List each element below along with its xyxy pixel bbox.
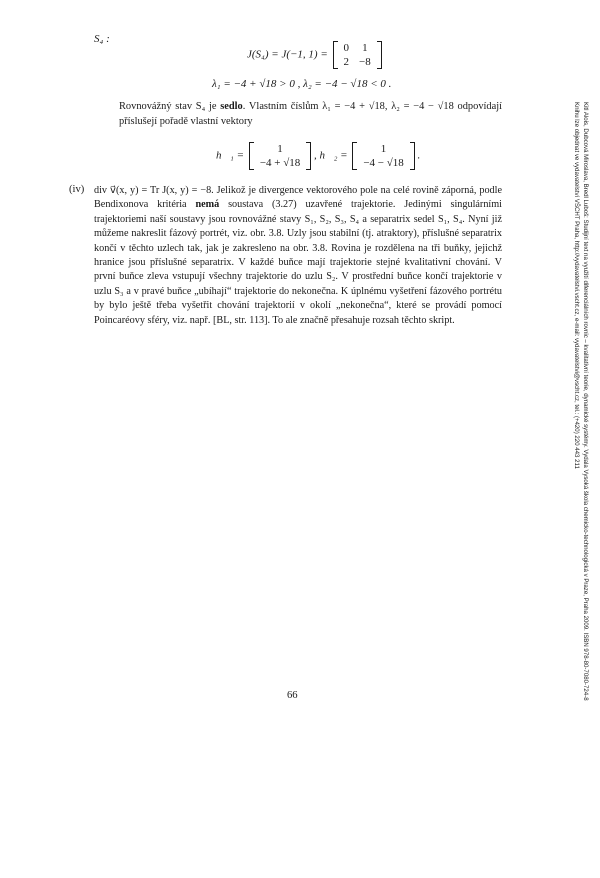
side-note-line-2: Knihu lze objednat ve vydavatelství VŠCHT Praha, http://vydavatelstvi.vscht.cz, e-mail: vydavatelstvi@vscht.cz, tel.: (+420) 220 443 211	[573, 102, 580, 469]
item-iv-text-1: div v⃗(x, y) = Tr J(x, y) = −8. Jelikož je divergence vektorového pole na celé rovině záporná, podle Bendixonova kritéria	[94, 185, 502, 211]
jacobian-equation	[247, 41, 382, 69]
h1-label: h⃗₁ =	[216, 149, 245, 162]
item-iv-paragraph	[94, 184, 502, 328]
h2-vector	[352, 142, 414, 170]
matrix-cell: 1	[362, 42, 368, 54]
vector-end: .	[417, 149, 421, 162]
matrix-cell: −8	[359, 56, 371, 68]
vector-cell: 1	[380, 143, 387, 155]
saddle-bold: sedlo	[220, 101, 243, 112]
h2-label: h⃗₂ =	[319, 149, 348, 162]
h1-vector	[249, 142, 311, 170]
jacobian-matrix	[333, 41, 382, 69]
matrix-cell: 0	[343, 42, 350, 54]
eigenvectors-equation	[216, 142, 420, 170]
jacobian-lhs: J(S₄) = J(−1, 1) =	[247, 48, 328, 61]
saddle-text-1: Rovnovážný stav S₄ je	[119, 101, 221, 112]
matrix-cell: 2	[343, 56, 350, 68]
vector-cell: −4 − √18	[363, 157, 404, 169]
section-label-s4: S₄ :	[94, 33, 110, 45]
item-iv-marker: (iv)	[69, 184, 85, 195]
eigenvalues-equation: λ₁ = −4 + √18 > 0 , λ₂ = −4 − √18 < 0 .	[212, 78, 392, 90]
item-iv-text-2: soustava (3.27) uzavřené trajektorie. Jedinými singulárními trajektoriemi naší soustavy jsou rovnovážné stavy S₁, S₂, S₃, S₄ a separatrix sedel S₁, S₄. Nyní již můžeme nakreslit fázový portrét, viz. obr. 3.8. Uzly jsou stabilní (tj. atraktory), příslušné separatrix končí v těchto uzlech tak, jak je zakresleno na obr. 3.8. Rovina je rozdělena na tři buňky, jejichž hranice jsou příslušné separatrix. V každé buňce mají trajektorie stejné kvalitativní chování. V první buňce zleva vstupují všechny trajektorie do uzlu S₂. V prostřední buňce končí trajektorie v uzlu S₃ a v pravé buňce „ubíhají“ trajektorie do nekonečna. K úplnému vyšetření fázového portrétu by bylo ještě třeba vyšetřit chování trajektorií v okolí „nekonečna“, které se provádí pomocí Poincaréovy sféry, viz. např. [BL, str. 113]. To ale značně přesahuje rozsah těchto skript.	[94, 199, 502, 326]
side-copyright-note	[550, 102, 590, 878]
vector-separator: ,	[314, 149, 320, 162]
side-note-line-1: Kitl Alois, Dubcová Miroslava, Bredl Luboš: Studijní text na využití diferenciálních rovnic – kvalitativní teorie, dynamické systémy. Vydala Vysoká škola chemicko-technologická v Praze, Praha 2009. ISBN 978-80-7080-724-8	[582, 102, 589, 701]
item-iv-bold: nemá	[195, 199, 220, 211]
vector-cell: −4 + √18	[259, 157, 301, 169]
vector-cell: 1	[277, 143, 283, 155]
saddle-text-2: . Vlastním číslům λ₁ = −4 + √18, λ₂ = −4 − √18 odpovídají příslušejí pořadě vlastní vektory	[119, 101, 502, 127]
page-number: 66	[287, 690, 298, 701]
saddle-paragraph	[119, 100, 502, 129]
